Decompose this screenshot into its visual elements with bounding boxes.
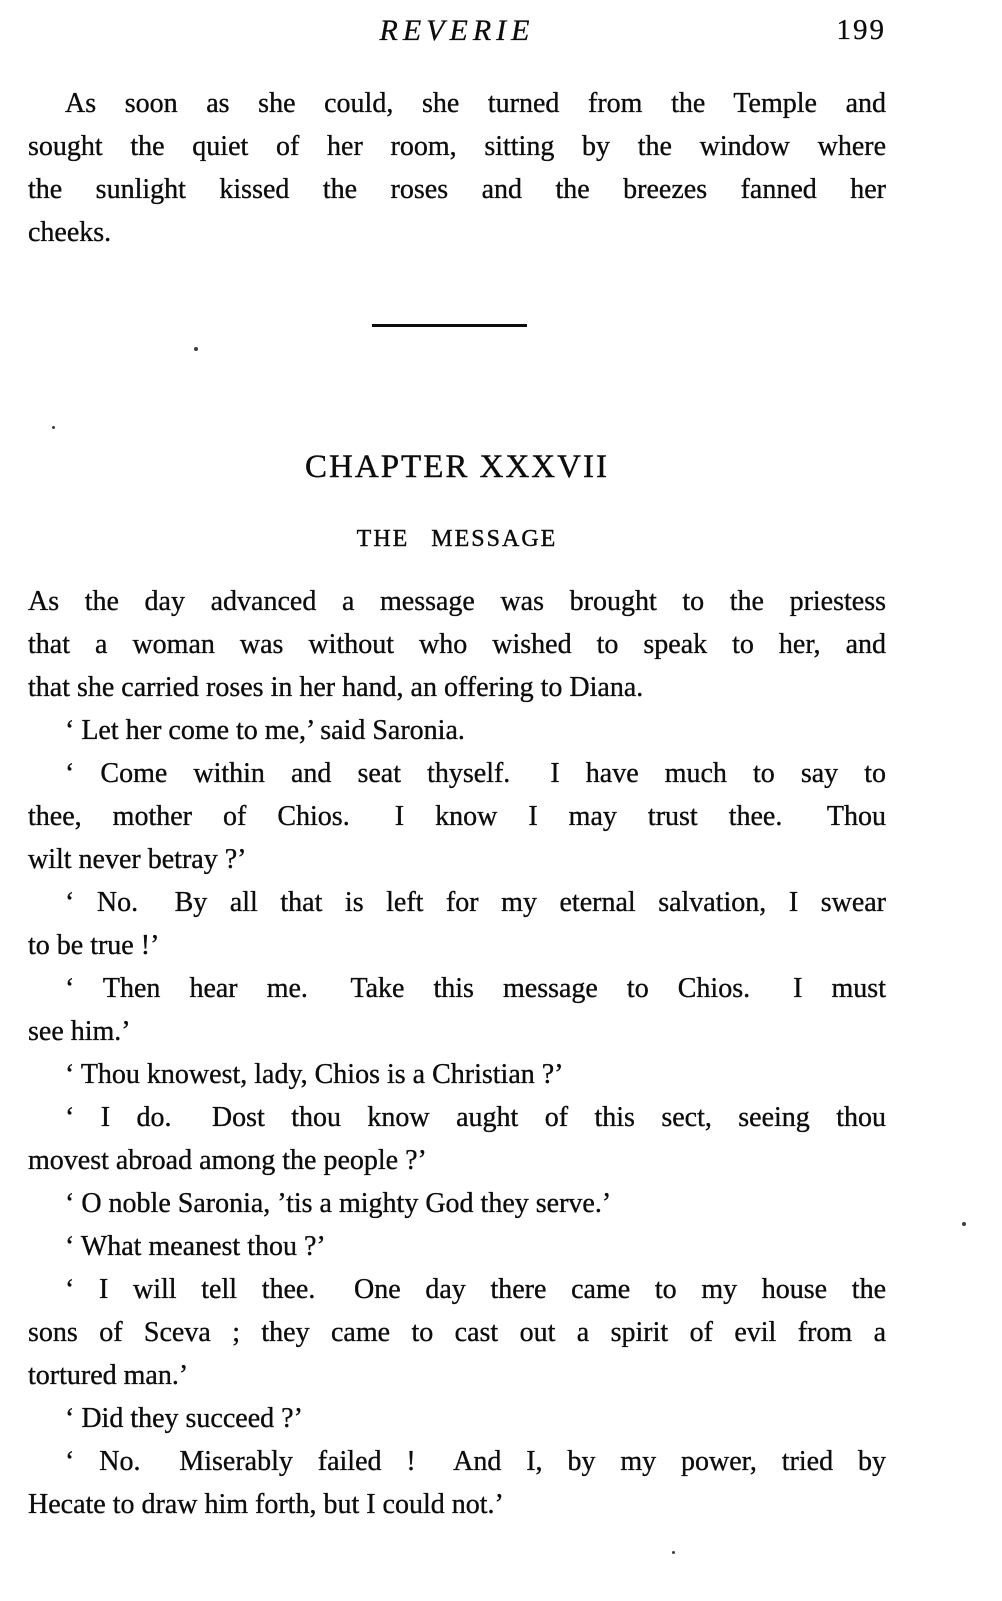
text-line: ‘ Let her come to me,’ said Saronia.	[65, 715, 465, 746]
scan-speck	[962, 1222, 966, 1226]
page-header	[28, 14, 886, 56]
text-line: that she carried roses in her hand, an offering to Diana.	[28, 672, 644, 703]
chapter-body	[28, 580, 886, 1526]
text-line: ‘ Thou knowest, lady, Chios is a Christian ?’	[65, 1059, 564, 1090]
page-number: 199	[836, 14, 886, 46]
paragraph	[28, 967, 886, 1053]
text-line: to be true !’	[28, 930, 160, 961]
paragraph	[28, 82, 886, 254]
paragraph	[28, 881, 886, 967]
chapter-subheading: THE MESSAGE	[356, 526, 558, 552]
text-line: ‘ Did they succeed ?’	[65, 1403, 303, 1434]
text-line: cheeks.	[28, 217, 112, 248]
text-line: As soon as she could, she turned from the Temple and	[65, 88, 886, 119]
text-line: see him.’	[28, 1016, 131, 1047]
text-line: wilt never betray ?’	[28, 844, 247, 875]
text-line: ‘ No. Miserably failed ! And I, by my power, tried by	[65, 1446, 886, 1477]
text-line: Hecate to draw him forth, but I could not.’	[28, 1489, 504, 1520]
scan-speck	[194, 347, 198, 351]
paragraph	[28, 1182, 886, 1225]
scan-speck	[672, 1551, 675, 1554]
text-line: the sunlight kissed the roses and the breezes fanned her	[28, 174, 886, 205]
paragraph	[28, 580, 886, 709]
text-line: thee, mother of Chios. I know I may trust thee. Thou	[28, 801, 886, 832]
previous-chapter-ending	[28, 82, 886, 254]
paragraph	[28, 709, 886, 752]
text-line: ‘ I will tell thee. One day there came to my house the	[65, 1274, 886, 1305]
text-line: tortured man.’	[28, 1360, 189, 1391]
text-line: ‘ Come within and seat thyself. I have much to say to	[65, 758, 886, 789]
paragraph	[28, 1268, 886, 1397]
text-line: ‘ I do. Dost thou know aught of this sect, seeing thou	[65, 1102, 886, 1133]
paragraph	[28, 1096, 886, 1182]
paragraph	[28, 1225, 886, 1268]
paragraph	[28, 1397, 886, 1440]
paragraph	[28, 752, 886, 881]
text-line: ‘ No. By all that is left for my eternal salvation, I swear	[65, 887, 886, 918]
scan-speck	[52, 426, 55, 429]
paragraph	[28, 1053, 886, 1096]
text-line: As the day advanced a message was brought to the priestess	[28, 586, 886, 617]
running-title: REVERIE	[379, 14, 535, 47]
text-line: sought the quiet of her room, sitting by the window where	[28, 131, 886, 162]
text-line: ‘ Then hear me. Take this message to Chios. I must	[65, 973, 886, 1004]
text-line: ‘ What meanest thou ?’	[65, 1231, 326, 1262]
text-line: sons of Sceva ; they came to cast out a spirit of evil from a	[28, 1317, 886, 1348]
chapter-heading: CHAPTER XXXVII	[305, 449, 609, 485]
text-line: movest abroad among the people ?’	[28, 1145, 427, 1176]
text-line: ‘ O noble Saronia, ’tis a mighty God they serve.’	[65, 1188, 612, 1219]
text-line: that a woman was without who wished to speak to her, and	[28, 629, 886, 660]
section-divider-rule	[372, 324, 527, 327]
paragraph	[28, 1440, 886, 1526]
